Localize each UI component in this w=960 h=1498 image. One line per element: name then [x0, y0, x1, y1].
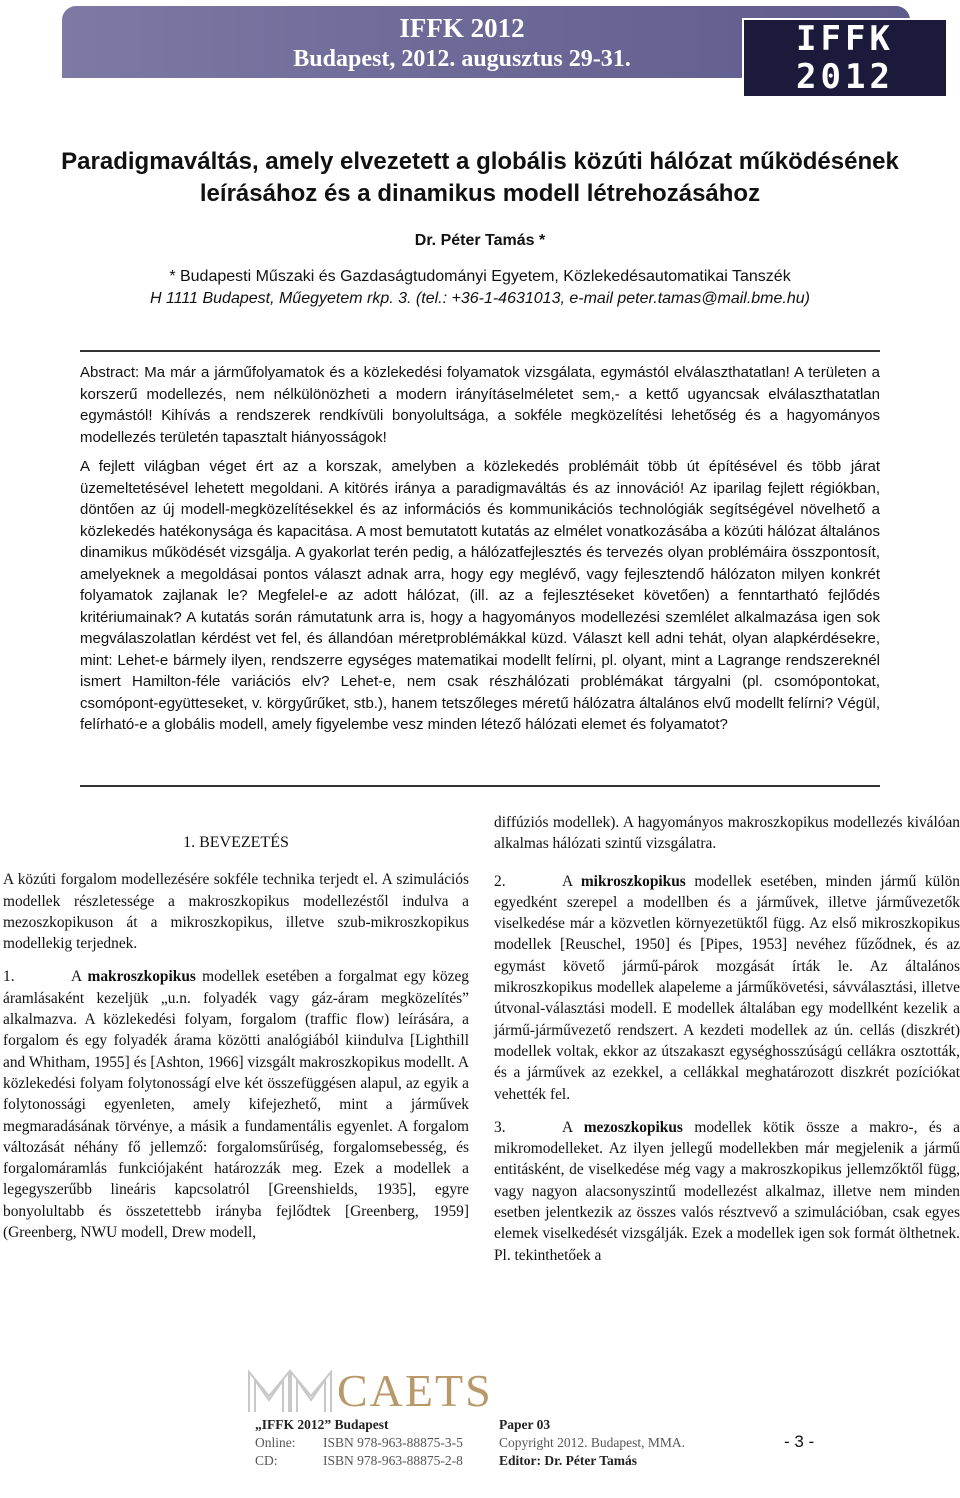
list-item-macroscopic [3, 966, 469, 1243]
footer-cd-isbn: ISBN 978-963-88875-2-8 [323, 1453, 463, 1468]
item-prefix: A [562, 872, 581, 890]
intro-paragraph: A közúti forgalom modellezésére sokféle technika terjedt el. A szimulációs modellek részletessége a makroszkopikus modellezéstől indulva a mezoszkopikuson át a mikroszkopikus, illetve szub-mikroszkopikus modellekig terjednek. [3, 871, 469, 953]
abstract [80, 362, 880, 744]
list-item-mesoscopic [494, 1117, 960, 1266]
right-column [494, 812, 960, 1278]
footer-editor: Editor: Dr. Péter Tamás [499, 1453, 637, 1468]
footer-conference: „IFFK 2012” Budapest [255, 1417, 389, 1432]
title-line-2: leírásához és a dinamikus modell létrehozásához [199, 180, 761, 207]
conference-title: IFFK 2012 [399, 13, 525, 43]
header-banner [62, 6, 945, 111]
affiliation-line-2: H 1111 Budapest, Műegyetem rkp. 3. (tel.: +36-1-4631013, e-mail peter.tamas@mail.bme.hu) [150, 290, 810, 307]
list-number: 3. [494, 1118, 506, 1136]
continuation-paragraph: diffúziós modellek). A hagyományos makroszkopikus modellezés kiválóan alkalmas hálózati szintű vizsgálatra. [494, 814, 960, 853]
conference-date: Budapest, 2012. augusztus 29-31. [293, 46, 631, 72]
title-line-1: Paradigmaváltás, amely elvezetett a globális közúti hálózat működésének [61, 148, 899, 175]
logo-text: IFFK 2012 [742, 18, 948, 98]
list-number: 1. [3, 968, 15, 986]
footer-copyright: Copyright 2012. Budapest, MMA. [499, 1435, 686, 1450]
abstract-paragraph-2: A fejlett világban véget ért az a korszak, amelyben a közlekedés problémáit több út építésével és több járat üzemeltetésével lehetett megoldani. A kitörés iránya a paradigmaváltás és az innováció! Az iparilag fejlett régiókban, döntően az új modell-megközelítésekkel és az információs és kommunikációs technológiák segítségével növelhető a közlekedés hatékonysága és kapacitása. A most bemutatott kutatás az elmélet vonatkozásába a közúti hálózat általános dinamikus működését vizsgálja. A gyakorlat terén pedig, a hálózatfejlesztés és tervezés olyan problémáira összpontosít, amelyeknek a megoldásai pontos választ adnak arra, hogy egy meglévő, vagy fejlesztendő hálózaton milyen konkrét folyamatok zajlanak le? Megfelel-e az adott hálózat, (ill. az a fejlesztéseket követően) a fenntartható fejlődés kritériumainak? A kutatás során rámutatunk arra is, hogy a hagyományos modellezési szemlélet alkalmazása igen sok megválaszolatlan kérdést vet fel, és állandóan méretproblémákkal küzd. Választ kell adni tehát, olyan alapkérdésekre, mint: Lehet-e bármely ilyen, rendszerre egységes matematikai modellt felírni, pl. olyant, mint a Lagrange rendszereknél ismert Hamilton-féle variációs elv? Lehet-e, nem csak részhálózati problémákat tárgyalni (pl. csomópontokat, csomópont-együtteseket, v. körgyűrűket, stb.), hanem tetszőleges méretű hálózatra általános elvű modellt felírni? Végül, felírható-e a globális modell, amely figyelembe vesz minden létező hálózati elemet és folyamatot? [80, 458, 880, 733]
abstract-paragraph-1: Abstract: Ma már a járműfolyamatok és a közlekedési folyamatok vizsgálata, egymástól elválaszthatatlan! A területen a korszerű modellezés, nem nélkülönözheti a modern irányításelméletet sem,- a kettő ugyancsak elválaszthatatlan egymástól! Kihívás a rendszerek rendkívüli bonyolultsága, a sokféle megközelítési lehetőség és a hagyományos modellezés területén tapasztalt hiányosságok! [80, 364, 880, 446]
abstract-bottom-rule [80, 785, 880, 787]
caets-wordmark: CAETS [337, 1365, 493, 1416]
item-prefix: A [562, 1118, 584, 1136]
footer-online-label: Online: [255, 1435, 296, 1450]
footer [255, 1416, 855, 1470]
author: Dr. Péter Tamás * [414, 232, 546, 249]
affiliation-line-1: * Budapesti Műszaki és Gazdaságtudományi Egyetem, Közlekedésautomatikai Tanszék [169, 268, 791, 285]
logo-tagline: Innováció és fenntartható felszíni közlekedés [745, 100, 945, 111]
footer-online-isbn: ISBN 978-963-88875-3-5 [323, 1435, 463, 1450]
page-number: - 3 - [784, 1432, 815, 1451]
affiliation [60, 266, 900, 310]
term-mesoscopic: mezoszkopikus [583, 1118, 683, 1136]
footer-paper-number: Paper 03 [499, 1417, 551, 1432]
item-text: modellek esetében a forgalmat egy közeg áramlásaként kezeljük „u.n. folyadék vagy gáz-áram megközelítés” alkalmazva. A közlekedési folyam, forgalom (traffic flow) leírására, a forgalom és egy folyadék árama közötti analógiából kiindulva [Lighthill and Whitham, 1955] és [Ashton, 1966] vizsgált makroszkopikus modellt. A közlekedési folyam folytonosságí elve két összefüggésen alapul, az egyik a folytonossági egyenleten, amely kifejezhető, mint a járművek megmaradásának törvénye, a másik a fundamentális egyenlet. A forgalom változását néhány fő jellemző: forgalomsűrűség, forgalomsebesség, és forgalomáramlás funkciójaként határozzák meg. Ezek a modellek a legegyszerűbb lineáris kapcsolatról [Greenshields, 1935], egyre bonyolultabb és összetettebb irányba fejlődtek [Greenberg, 1959] (Greenberg, NWU modell, Drew modell, [3, 968, 469, 1242]
item-text: modellek kötik össze a makro-, és a mikromodelleket. Az ilyen jellegű modellekben már megjelenik a jármű entitásként, de viselkedése még vagy a makroszkopikus jellemzőktől függ, vagy nagyon alacsonyszintű modellezést alkalmaz, illetve nem minden esetben jelentkezik az összes valós résztvevő a szimulációban, csak egyes elemek viselkedését vizsgálják. Ezek a modellek igen sok formát ölthetnek. Pl. tekinthetőek a [494, 1118, 960, 1264]
caets-logo [245, 1365, 493, 1416]
item-prefix: A [71, 968, 88, 986]
item-text: modellek esetében, minden jármű külön egyedként szerepel a modellben és a járművek, illetve járművezetők viselkedése már a közvetlen környezetüktől függ. Az első mikroszkopikus modellek [Reuschel, 1950] és [Pipes, 1953] nevéhez fűződnek, és az egymást követő jármű-párok mozgását írták le. Az általános mikroszkopikus modellek alapeleme a járműkövetési, sávválasztási, illetve útvonal-választási modell. E modellek általában egy modellként kezelik a jármű-járművezető rendszert. A kezdeti modellek az ún. cellás (diszkrét) modellek voltak, ekkor az útszakaszt egységhosszúságú cellákra osztották, és a járművek az ezekkel, a cellákkal meghatározott diszkrét pozíciókat vehették fel. [494, 872, 960, 1103]
abstract-top-rule [80, 350, 880, 352]
section-heading: 1. BEVEZETÉS [183, 834, 289, 851]
list-number: 2. [494, 872, 506, 890]
iffk-logo [742, 18, 948, 111]
term-microscopic: mikroszkopikus [580, 872, 686, 890]
term-macroscopic: makroszkopikus [87, 968, 196, 986]
footer-cd-label: CD: [255, 1453, 278, 1468]
list-item-microscopic [494, 871, 960, 1105]
left-column [3, 810, 469, 1255]
paper-title [30, 146, 930, 210]
caets-emblem-icon [245, 1366, 335, 1414]
